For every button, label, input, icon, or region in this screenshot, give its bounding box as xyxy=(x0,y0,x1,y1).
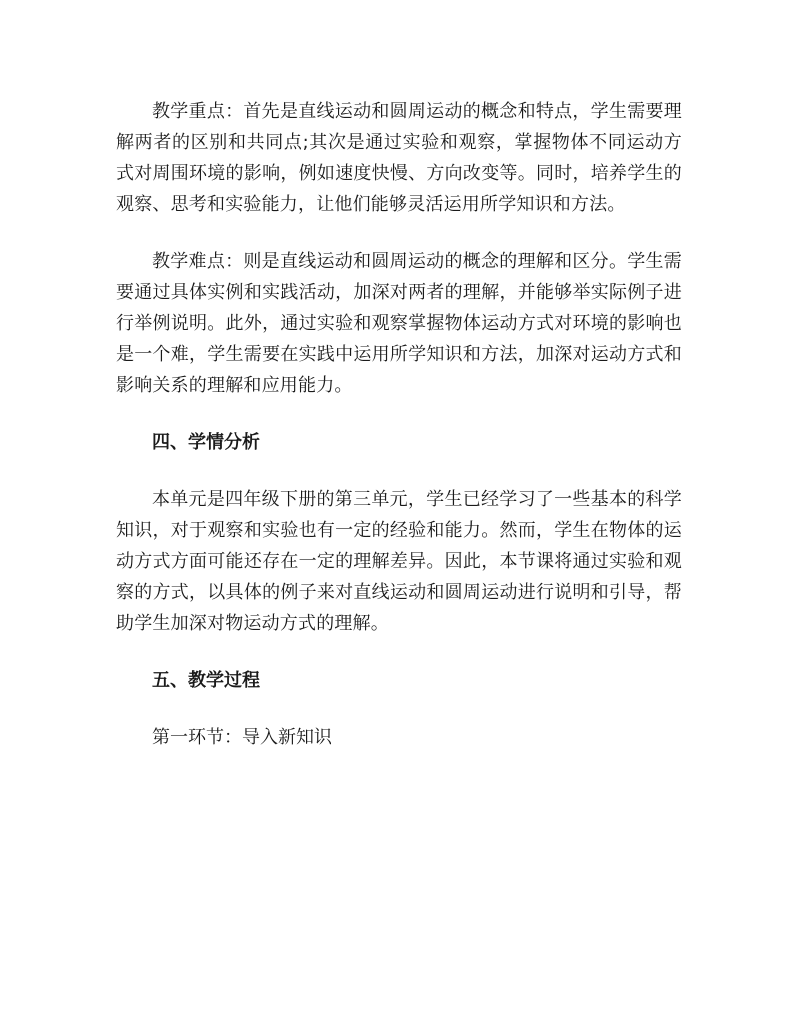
section-heading-student-analysis: 四、学情分析 xyxy=(152,432,260,453)
section-heading-teaching-process: 五、教学过程 xyxy=(152,670,260,691)
paragraph-key-points: 教学重点：首先是直线运动和圆周运动的概念和特点，学生需要理解两者的区别和共同点;其次是通过实验和观察，掌握物体不同运动方式对周围环境的影响，例如速度快慢、方向改变等。同时，培养学生的观察、思考和实验能力，让他们能够灵活运用所学知识和方法。 xyxy=(116,101,682,215)
paragraph-student-analysis: 本单元是四年级下册的第三单元，学生已经学习了一些基本的科学知识，对于观察和实验也有一定的经验和能力。然而，学生在物体的运动方式方面可能还存在一定的理解差异。因此，本节课将通过实验和观察的方式，以具体的例子来对直线运动和圆周运动进行说明和引导，帮助学生加深对物运动方式的理解。 xyxy=(116,489,682,634)
paragraph-difficult-points: 教学难点：则是直线运动和圆周运动的概念的理解和区分。学生需要通过具体实例和实践活动，加深对两者的理解，并能够举实际例子进行举例说明。此外，通过实验和观察掌握物体运动方式对环境的影响也是一个难，学生需要在实践中运用所学知识和方法，加深对运动方式和影响关系的理解和应用能力。 xyxy=(116,251,682,396)
subheading-step-one: 第一环节：导入新知识 xyxy=(152,727,332,748)
